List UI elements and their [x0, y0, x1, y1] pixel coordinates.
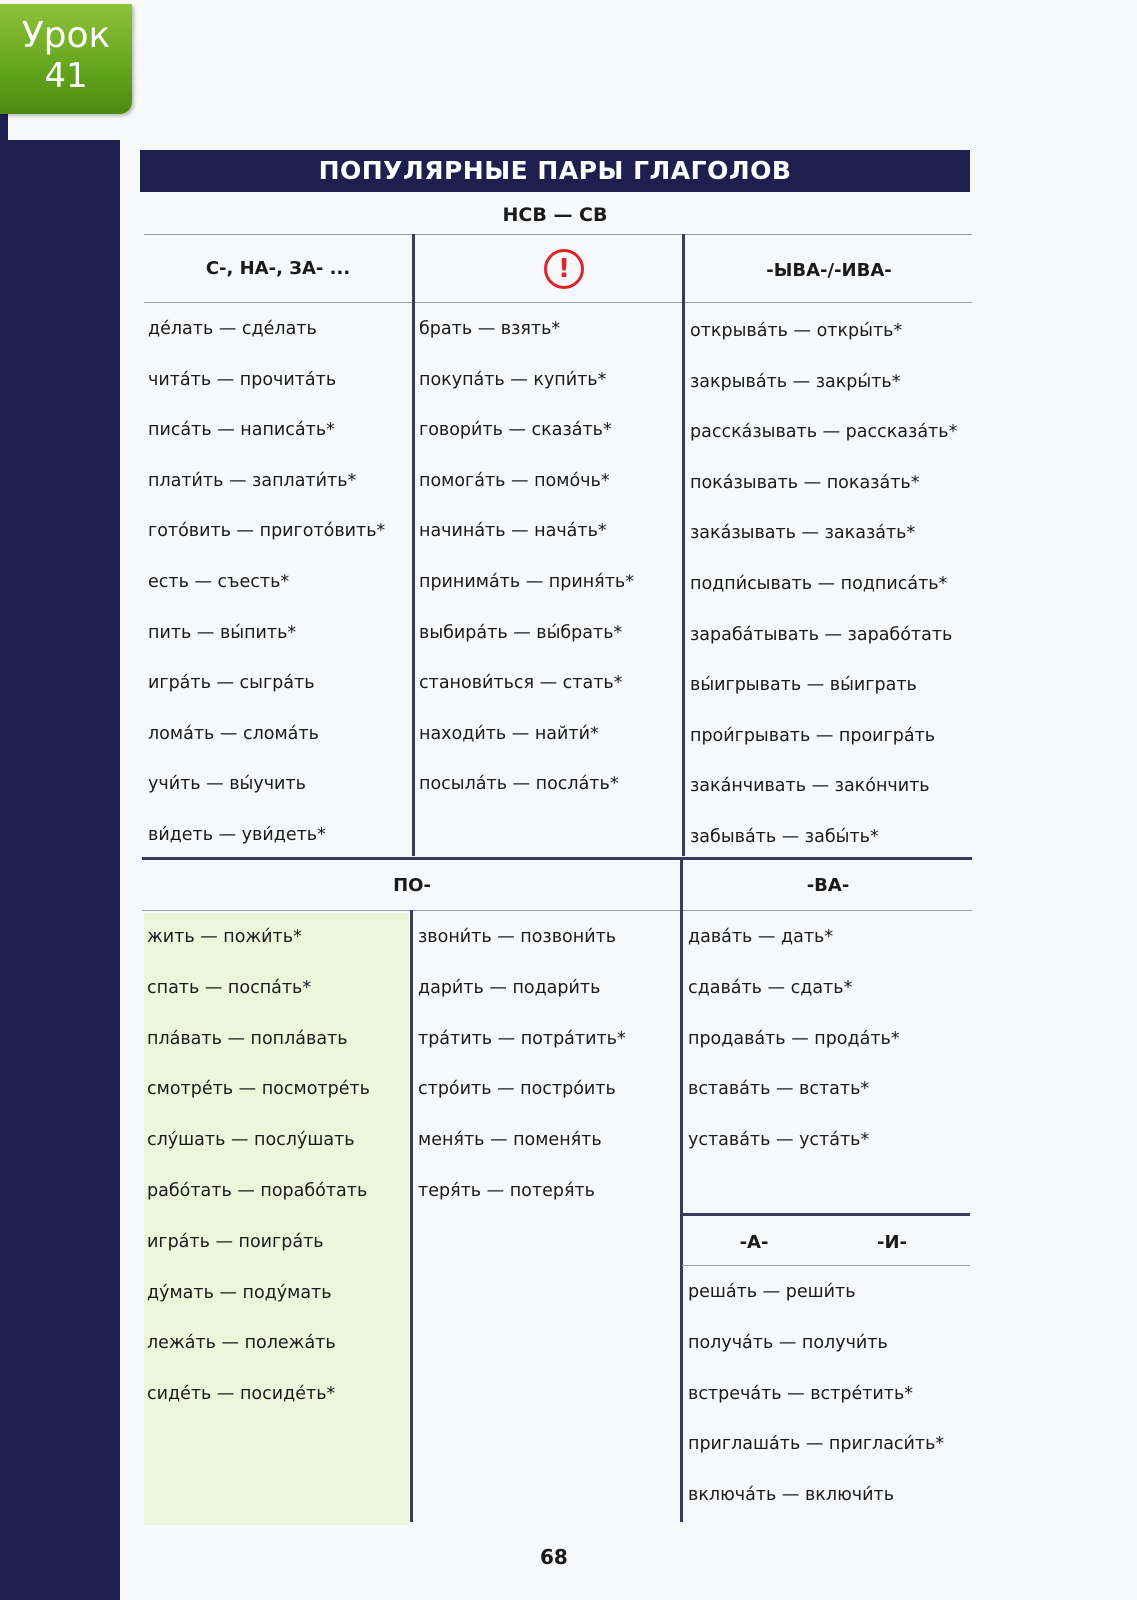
- header-prefix-s-na-za: С-, НА-, ЗА- ...: [205, 258, 351, 279]
- verb-pair: игра́ть — поигра́ть: [147, 1231, 324, 1252]
- verb-pair: брать — взять*: [419, 319, 561, 339]
- verb-pair: устава́ть — уста́ть*: [688, 1130, 870, 1151]
- header-po: ПО-: [393, 875, 431, 896]
- verb-pair: покупа́ть — купи́ть*: [419, 369, 607, 390]
- verb-pair: дари́ть — подари́ть: [418, 977, 601, 998]
- verb-pair: открыва́ть — откры́ть*: [690, 321, 903, 341]
- verb-pair: стро́ить — постро́ить: [418, 1079, 616, 1100]
- column-a-i: [688, 1280, 944, 1534]
- table-top-line: [144, 234, 972, 235]
- side-bar: [0, 140, 120, 1600]
- column-divider-2: [682, 234, 685, 856]
- verb-pair: пла́вать — попла́вать: [147, 1028, 348, 1049]
- verb-pair: тра́тить — потра́тить*: [418, 1028, 626, 1049]
- verb-pair: де́лать — сде́лать: [148, 319, 317, 339]
- verb-pair: гото́вить — пригото́вить*: [148, 521, 386, 542]
- verb-pair: выбира́ть — вы́брать*: [419, 622, 623, 643]
- verb-pair: зараба́тывать — зарабо́тать: [690, 624, 953, 645]
- verb-pair: говори́ть — сказа́ть*: [419, 420, 612, 441]
- verb-pair: игра́ть — сыгра́ть: [148, 673, 315, 694]
- column-irregular: [419, 317, 634, 823]
- verb-pair: писа́ть — написа́ть*: [148, 420, 335, 441]
- verb-pair: пока́зывать — показа́ть*: [690, 472, 920, 493]
- header-yva-iva: -ЫВА-/-ИВА-: [766, 260, 892, 281]
- header-bottom-line: [144, 302, 972, 303]
- verb-pair: приглаша́ть — пригласи́ть*: [688, 1434, 945, 1455]
- section-divider: [142, 857, 972, 860]
- verb-pair: принима́ть — приня́ть*: [419, 571, 634, 592]
- verb-pair: плати́ть — заплати́ть*: [148, 470, 357, 491]
- lesson-number: 41: [44, 56, 88, 96]
- verb-pair: пить — вы́пить*: [148, 622, 297, 643]
- verb-pair: встреча́ть — встре́тить*: [688, 1383, 914, 1404]
- verb-pair: ду́мать — поду́мать: [147, 1282, 332, 1303]
- verb-pair: зака́нчивать — зако́нчить: [690, 776, 930, 797]
- page-number: 68: [540, 1545, 568, 1569]
- subtitle: НСВ — СВ: [502, 204, 608, 226]
- verb-pair: включа́ть — включи́ть: [688, 1485, 895, 1506]
- verb-pair: сиде́ть — посиде́ть*: [147, 1384, 336, 1405]
- verb-pair: чита́ть — прочита́ть: [148, 369, 337, 390]
- verb-pair: начина́ть — нача́ть*: [419, 521, 607, 542]
- column-divider-bottom: [680, 858, 683, 1522]
- verb-pair: спать — поспа́ть*: [147, 977, 312, 998]
- ai-header-line: [682, 1265, 970, 1266]
- exclamation-circle-icon: !: [544, 249, 584, 289]
- po-column-divider: [410, 910, 413, 1522]
- verb-pair: посыла́ть — посла́ть*: [419, 774, 619, 795]
- column-po-left: [147, 925, 370, 1433]
- verb-pair: рабо́тать — порабо́тать: [147, 1180, 368, 1201]
- verb-pair: расска́зывать — рассказа́ть*: [690, 422, 958, 443]
- column-po-right: [418, 925, 626, 1230]
- header-a: -А-: [739, 1232, 769, 1253]
- header-va: -ВА-: [806, 875, 850, 896]
- ai-section-top-line: [682, 1213, 970, 1216]
- verb-pair: закрыва́ть — закры́ть*: [690, 371, 901, 392]
- verb-pair: сдава́ть — сдать*: [688, 977, 853, 998]
- lesson-label: Урок: [21, 15, 111, 56]
- page-title: ПОПУЛЯРНЫЕ ПАРЫ ГЛАГОЛОВ: [140, 150, 970, 192]
- column-yva-iva: [690, 319, 957, 876]
- verb-pair: меня́ть — поменя́ть: [418, 1130, 602, 1151]
- side-bar-top: [0, 112, 8, 142]
- verb-pair: помога́ть — помо́чь*: [419, 470, 610, 491]
- verb-pair: жить — пожи́ть*: [147, 927, 302, 947]
- verb-pair: подпи́сывать — подписа́ть*: [690, 573, 948, 594]
- verb-pair: вы́игрывать — вы́играть: [690, 675, 917, 696]
- verb-pair: теря́ть — потеря́ть: [418, 1180, 595, 1201]
- column-divider-1: [412, 234, 415, 856]
- verb-pair: прои́грывать — проигра́ть: [690, 725, 936, 746]
- lesson-tab: [0, 4, 132, 114]
- verb-pair: забыва́ть — забы́ть*: [690, 826, 879, 847]
- verb-pair: учи́ть — вы́учить: [148, 774, 306, 795]
- header-i: -И-: [876, 1232, 907, 1253]
- column-va: [688, 925, 900, 1179]
- verb-pair: реша́ть — реши́ть: [688, 1282, 856, 1302]
- verb-pair: смотре́ть — посмотре́ть: [147, 1079, 370, 1100]
- verb-pair: находи́ть — найти́*: [419, 723, 599, 744]
- verb-pair: зака́зывать — заказа́ть*: [690, 523, 916, 544]
- verb-pair: дава́ть — дать*: [688, 927, 834, 947]
- verb-pair: продава́ть — прода́ть*: [688, 1028, 900, 1049]
- verb-pair: слу́шать — послу́шать: [147, 1130, 355, 1151]
- column-s-na-za: [148, 317, 385, 874]
- bottom-header-line: [142, 910, 972, 911]
- verb-pair: получа́ть — получи́ть: [688, 1332, 888, 1353]
- verb-pair: ви́деть — уви́деть*: [148, 824, 326, 845]
- verb-pair: звони́ть — позвони́ть: [418, 927, 617, 947]
- verb-pair: лома́ть — слома́ть: [148, 723, 319, 744]
- verb-pair: есть — съесть*: [148, 571, 290, 592]
- verb-pair: станови́ться — стать*: [419, 673, 623, 694]
- verb-pair: встава́ть — встать*: [688, 1079, 870, 1100]
- verb-pair: лежа́ть — полежа́ть: [147, 1333, 336, 1354]
